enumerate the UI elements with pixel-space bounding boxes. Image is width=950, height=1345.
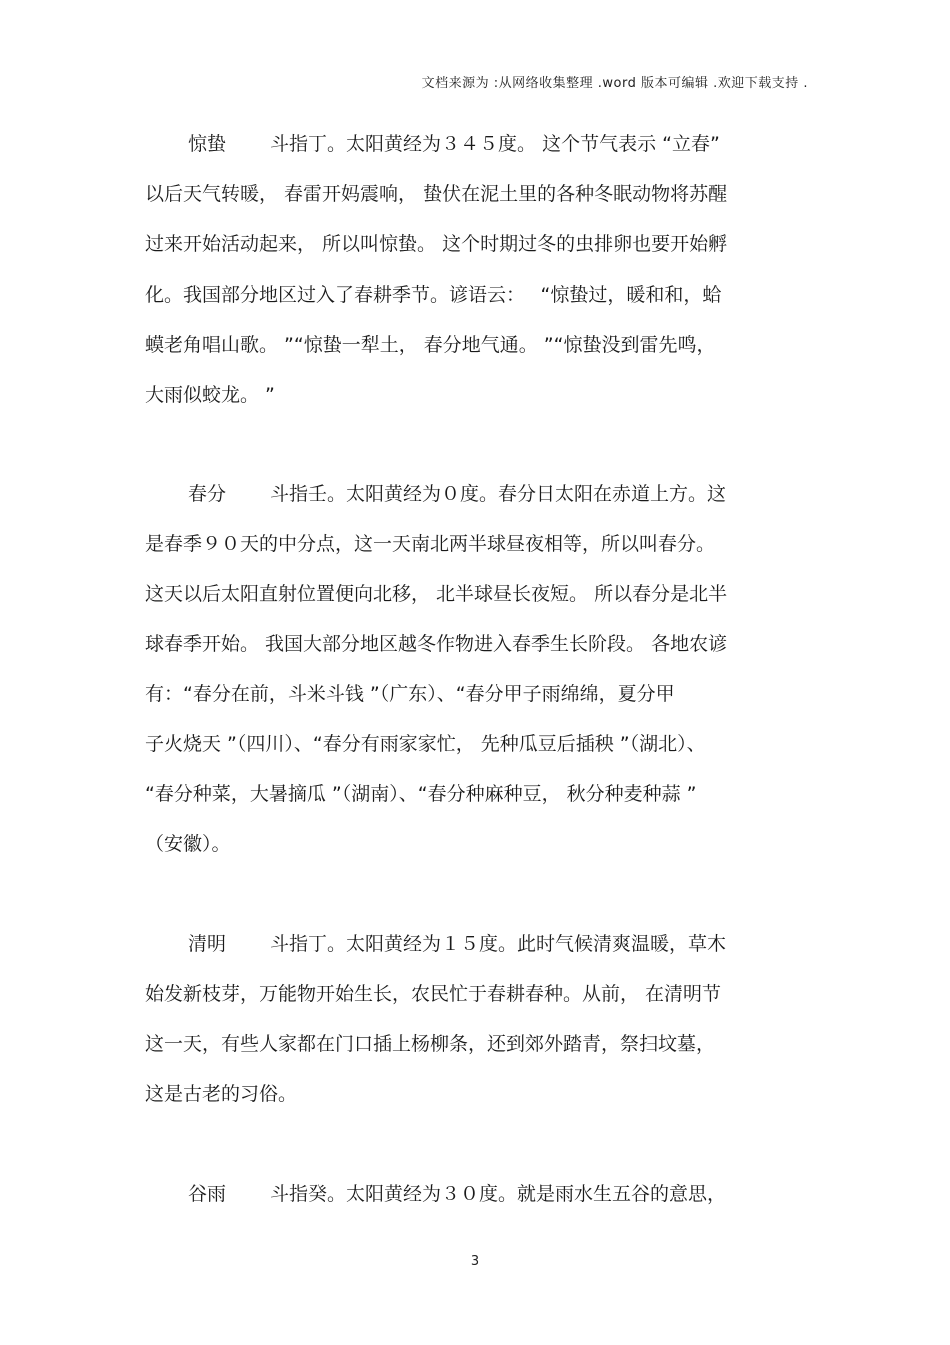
paragraph-line: 化。我国部分地区过入了春耕季节。谚语云： “惊蛰过，暖和和，蛤: [145, 284, 722, 306]
paragraph-line: 子火烧天 ”（四川）、“春分有雨家家忙， 先种瓜豆后插秧 ”（湖北）、: [145, 733, 706, 755]
paragraph-line: “春分种菜，大暑摘瓜 ”（湖南）、“春分种麻种豆， 秋分种麦种蒜 ”: [145, 783, 697, 805]
paragraph-line: 惊蛰 斗指丁。太阳黄经为３４５度。 这个节气表示 “立春”: [188, 133, 720, 155]
paragraph-line: 大雨似蛟龙。 ”: [145, 384, 275, 406]
paragraph-line: 以后天气转暖， 春雷开妈震响， 蛰伏在泥土里的各种冬眠动物将苏醒: [145, 183, 728, 205]
paragraph-line: 这是古老的习俗。: [145, 1083, 298, 1105]
paragraph-line: 这一天，有些人家都在门口插上杨柳条，还到郊外踏青，祭扫坟墓，: [145, 1033, 716, 1055]
paragraph-line: 球春季开始。 我国大部分地区越冬作物进入春季生长阶段。 各地农谚: [145, 633, 728, 655]
paragraph-line: 这天以后太阳直射位置便向北移， 北半球昼长夜短。 所以春分是北半: [145, 583, 728, 605]
paragraph-line: 有：“春分在前，斗米斗钱 ”（广东）、“春分甲子雨绵绵，夏分甲: [145, 683, 675, 705]
paragraph-line: 谷雨 斗指癸。太阳黄经为３０度。就是雨水生五谷的意思，: [188, 1183, 727, 1205]
paragraph-line: 春分 斗指壬。太阳黄经为０度。春分日太阳在赤道上方。这: [188, 483, 727, 505]
paragraph-line: 蟆老角唱山歌。 ”“惊蛰一犁土， 春分地气通。 ”“惊蛰没到雷先鸣，: [145, 334, 716, 356]
source-header-note: 文档来源为 :从网络收集整理 .word 版本可编辑 .欢迎下载支持 .: [421, 76, 808, 91]
paragraph-line: 过来开始活动起来， 所以叫惊蛰。 这个时期过冬的虫排卵也要开始孵: [145, 233, 728, 255]
paragraph-line: 清明 斗指丁。太阳黄经为１５度。此时气候清爽温暖，草木: [188, 933, 727, 955]
paragraph-line: 始发新枝芽，万能物开始生长，农民忙于春耕春种。从前， 在清明节: [145, 983, 722, 1005]
paragraph-line: 是春季９０天的中分点，这一天南北两半球昼夜相等，所以叫春分。: [145, 533, 716, 555]
page-number: 3: [470, 1254, 480, 1269]
paragraph-line: （安徽）。: [145, 833, 231, 855]
